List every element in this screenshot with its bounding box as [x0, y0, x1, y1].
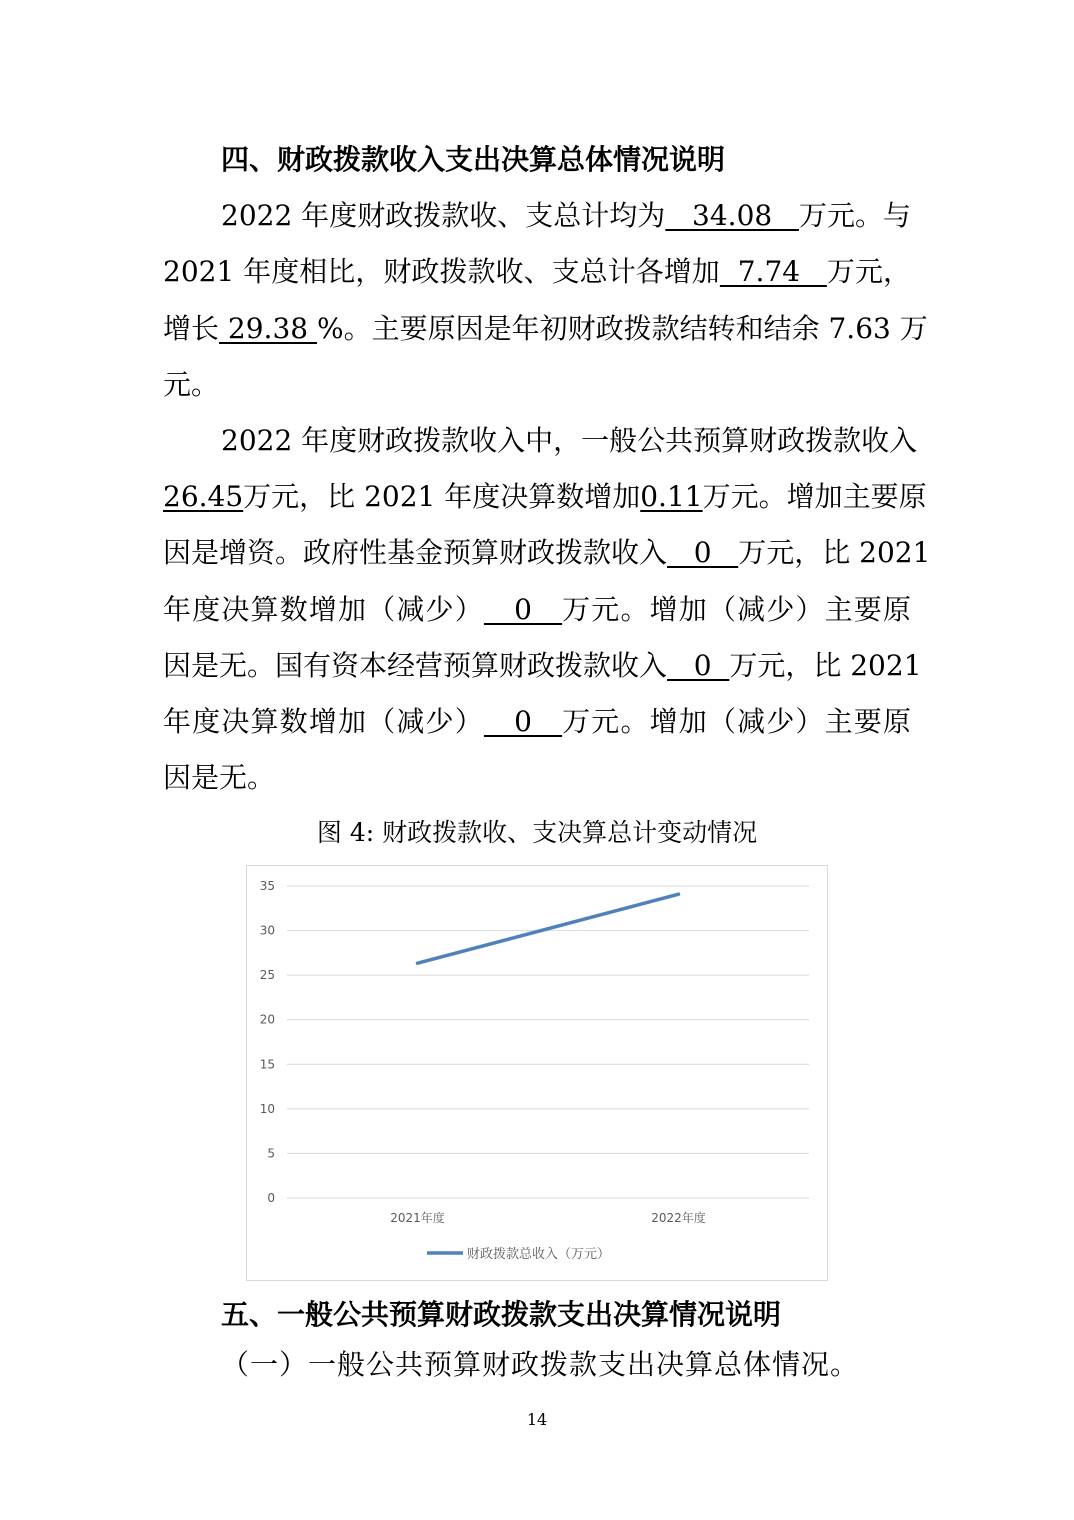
paragraph-line: 2022 年度财政拨款收入中，一般公共预算财政拨款收入 [221, 424, 918, 457]
value-soe: 0 [667, 649, 730, 682]
figure-caption: 图 4: 财政拨款收、支决算总计变动情况 [316, 818, 758, 847]
legend-label: 财政拨款总收入（万元） [467, 1247, 611, 1262]
paragraph-line: 元。 [163, 368, 220, 401]
x-tick-label: 2022年度 [651, 1211, 706, 1225]
value-total: 34.08 [665, 199, 799, 232]
paragraph-line [163, 702, 911, 742]
text: 年度决算数增加（减少） [163, 705, 484, 738]
paragraph-line [163, 477, 927, 517]
value-fund-change: 0 [483, 593, 563, 626]
text: 增长 [163, 312, 220, 345]
value-general-increase: 0.11 [640, 480, 703, 513]
text: 2022 年度财政拨款收、支总计均为 [221, 199, 666, 232]
y-tick-label: 25 [259, 968, 275, 983]
paragraph-line [163, 533, 931, 573]
section-heading: 五、一般公共预算财政拨款支出决算情况说明 [221, 1298, 782, 1331]
chart-svg [247, 866, 827, 1280]
value-soe-change: 0 [483, 705, 563, 738]
subsection-heading: （一）一般公共预算财政拨款支出决算总体情况。 [221, 1348, 860, 1381]
y-tick-label: 0 [267, 1191, 275, 1205]
value-general: 26.45 [163, 480, 244, 513]
y-tick-label: 10 [259, 1101, 275, 1116]
text: 万元，比 2021 [738, 536, 931, 569]
y-tick-label: 5 [267, 1146, 275, 1161]
text: 万元。增加（减少）主要原 [562, 705, 911, 738]
text: 万元， [826, 255, 911, 288]
value-fund: 0 [667, 536, 739, 569]
text: 因是无。国有资本经营预算财政拨款收入 [163, 649, 668, 682]
paragraph-line: 因是无。 [163, 761, 276, 794]
line-chart [246, 865, 828, 1281]
x-tick-label: 2021年度 [390, 1211, 445, 1225]
text: 万元。增加（减少）主要原 [562, 593, 911, 626]
text: 因是增资。政府性基金预算财政拨款收入 [163, 536, 668, 569]
value-percent: 29.38 [219, 312, 317, 345]
text: 万元。与 [798, 199, 911, 232]
text: 万元。增加主要原 [702, 480, 927, 513]
page-number: 14 [526, 1410, 548, 1429]
text: 年度决算数增加（减少） [163, 593, 484, 626]
y-tick-label: 35 [259, 879, 275, 893]
text: 万元，比 2021 年度决算数增加 [243, 480, 641, 513]
text: 2021 年度相比，财政拨款收、支总计各增加 [163, 255, 720, 288]
paragraph-line [163, 590, 911, 630]
value-increase: 7.74 [719, 255, 827, 288]
paragraph-line [163, 646, 922, 686]
text: 万元，比 2021 [729, 649, 922, 682]
paragraph-line [163, 309, 928, 349]
y-tick-label: 15 [259, 1057, 275, 1072]
series-line [418, 894, 679, 963]
y-tick-label: 20 [259, 1012, 275, 1027]
section-heading: 四、财政拨款收入支出决算总体情况说明 [221, 143, 726, 176]
paragraph-line [221, 196, 911, 236]
text: %。主要原因是年初财政拨款结转和结余 7.63 万 [316, 312, 928, 345]
paragraph-line [163, 252, 911, 292]
y-tick-label: 30 [259, 923, 275, 938]
